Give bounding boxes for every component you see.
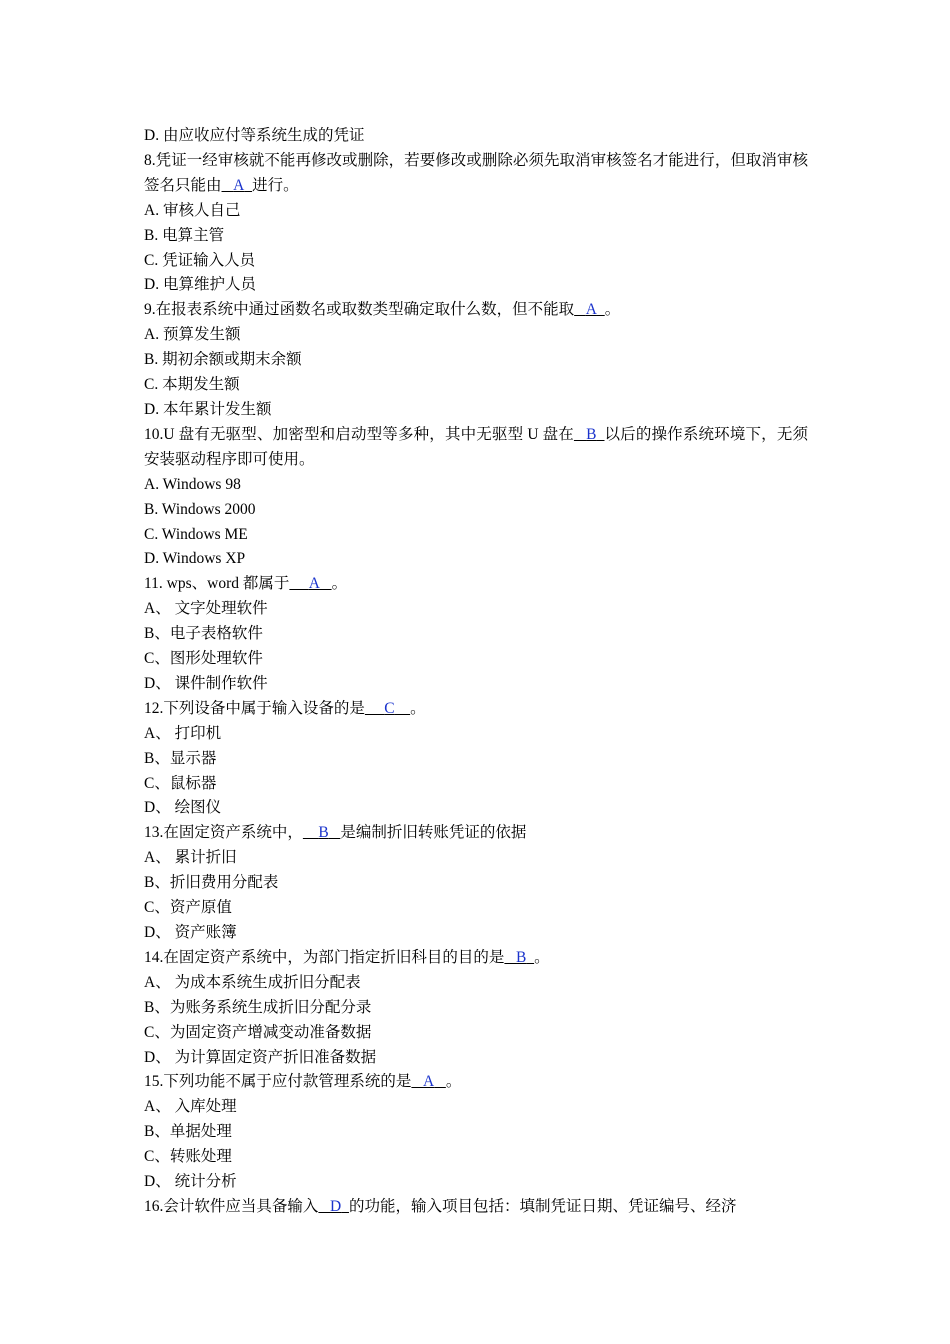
blank-padding — [597, 301, 605, 318]
blank-padding — [504, 949, 516, 966]
question-text: 9.在报表系统中通过函数名或取数类型确定取什么数，但不能取 — [144, 301, 575, 319]
answer-blank — [318, 1198, 349, 1215]
question-line — [144, 697, 808, 722]
option-line: A. Windows 98 — [144, 475, 241, 493]
blank-padding — [526, 949, 534, 966]
question-text-tail: 。 — [331, 575, 348, 593]
answer-blank — [303, 824, 340, 841]
question-text: 14.在固定资产系统中，为部门指定折旧科目的目的是 — [144, 948, 505, 966]
answer-letter: B — [516, 948, 527, 966]
question-text-tail: 。 — [410, 699, 426, 717]
option-line: A、 为成本系统生成折旧分配表 — [144, 973, 361, 991]
question-text-tail: 进行。 — [252, 176, 299, 194]
question-text-tail: 以后的操作系统环境下，无须安装驱动程序即可使用。 — [144, 425, 809, 468]
option-line: D. 由应收应付等系统生成的凭证 — [144, 127, 365, 144]
option-line: B. Windows 2000 — [144, 500, 256, 518]
blank-padding — [303, 824, 319, 841]
question-text-tail: 。 — [445, 1073, 462, 1091]
option-line: A. 审核人自己 — [144, 201, 241, 219]
option-line: B、单据处理 — [144, 1123, 232, 1141]
blank-padding — [395, 700, 411, 717]
blank-padding — [596, 426, 604, 443]
option-line: A. 预算发生额 — [144, 326, 241, 344]
blank-padding — [574, 426, 586, 443]
question-text-tail: 的功能，输入项目包括：填制凭证日期、凭证编号、经济 — [348, 1197, 737, 1215]
option-line: B. 期初余额或期末余额 — [144, 351, 302, 369]
question-text: 15.下列功能不属于应付款管理系统的是 — [144, 1073, 412, 1091]
answer-letter: D — [330, 1197, 342, 1215]
answer-blank — [411, 1073, 445, 1090]
answer-letter: A — [233, 176, 245, 194]
question-text: 12.下列设备中属于输入设备的是 — [144, 699, 365, 717]
answer-blank — [574, 301, 605, 318]
blank-padding — [341, 1198, 349, 1215]
answer-letter: B — [586, 425, 597, 443]
answer-blank — [504, 949, 534, 966]
option-line: B、折旧费用分配表 — [144, 874, 279, 892]
blank-padding — [320, 575, 332, 592]
option-line: C、图形处理软件 — [144, 650, 263, 668]
option-line: A、 文字处理软件 — [144, 600, 268, 618]
blank-padding — [318, 1198, 330, 1215]
question-line — [144, 821, 808, 846]
option-line: C. 凭证输入人员 — [144, 251, 256, 269]
question-text: 10.U 盘有无驱型、加密型和启动型等多种，其中无驱型 U 盘在 — [144, 425, 574, 443]
question-line — [144, 423, 808, 473]
blank-padding — [434, 1073, 446, 1090]
option-line: C、为固定资产增减变动准备数据 — [144, 1023, 372, 1041]
option-line: D. 本年累计发生额 — [144, 400, 272, 418]
question-text-tail: 是编制折旧转账凭证的依据 — [340, 824, 527, 842]
question-text: 8.凭证一经审核就不能再修改或删除，若要修改或删除必须先取消审核签名才能进行，但取消审核签名只能由 — [144, 151, 808, 194]
answer-letter: A — [585, 301, 597, 319]
question-line — [144, 298, 808, 323]
question-line — [144, 149, 808, 199]
blank-padding — [574, 301, 586, 318]
option-line: C、鼠标器 — [144, 774, 217, 792]
question-text-tail: 。 — [534, 948, 550, 966]
answer-letter: C — [384, 699, 395, 717]
blank-padding — [222, 177, 234, 194]
document-body — [144, 124, 808, 1220]
answer-letter: B — [318, 824, 329, 842]
option-line: B、电子表格软件 — [144, 625, 263, 643]
blank-padding — [244, 177, 252, 194]
blank-padding — [411, 1073, 423, 1090]
blank-padding — [329, 824, 341, 841]
question-line — [144, 946, 808, 971]
question-text: 13.在固定资产系统中， — [144, 824, 303, 842]
answer-blank — [289, 575, 331, 592]
option-line: D、 为计算固定资产折旧准备数据 — [144, 1048, 377, 1066]
option-line: D、 资产账簿 — [144, 924, 237, 941]
answer-blank — [574, 426, 605, 443]
option-line: B、为账务系统生成折旧分配分录 — [144, 998, 372, 1016]
option-line: C、转账处理 — [144, 1148, 232, 1166]
option-line: B. 电算主管 — [144, 226, 225, 244]
question-line — [144, 572, 808, 597]
question-text-tail: 。 — [604, 301, 621, 319]
option-line: A、 入库处理 — [144, 1098, 237, 1116]
answer-blank — [222, 177, 253, 194]
question-line — [144, 1070, 808, 1095]
option-line: D、 统计分析 — [144, 1173, 237, 1191]
option-line: D. Windows XP — [144, 550, 246, 568]
blank-padding — [365, 700, 384, 717]
answer-letter: A — [308, 575, 320, 593]
option-line: A、 累计折旧 — [144, 849, 237, 867]
answer-blank — [365, 700, 410, 717]
option-line: C. Windows ME — [144, 525, 248, 543]
option-line: C. 本期发生额 — [144, 376, 240, 394]
answer-letter: A — [423, 1073, 435, 1091]
option-line: B、显示器 — [144, 749, 217, 767]
question-text: 11. wps、word 都属于 — [144, 575, 290, 593]
option-line: D、 课件制作软件 — [144, 674, 268, 692]
question-text: 16.会计软件应当具备输入 — [144, 1197, 319, 1215]
option-line: D. 电算维护人员 — [144, 276, 256, 294]
option-line: C、资产原值 — [144, 899, 232, 917]
question-line — [144, 1195, 808, 1220]
option-line: A、 打印机 — [144, 724, 222, 742]
blank-padding — [289, 575, 308, 592]
option-line: D、 绘图仪 — [144, 799, 222, 817]
